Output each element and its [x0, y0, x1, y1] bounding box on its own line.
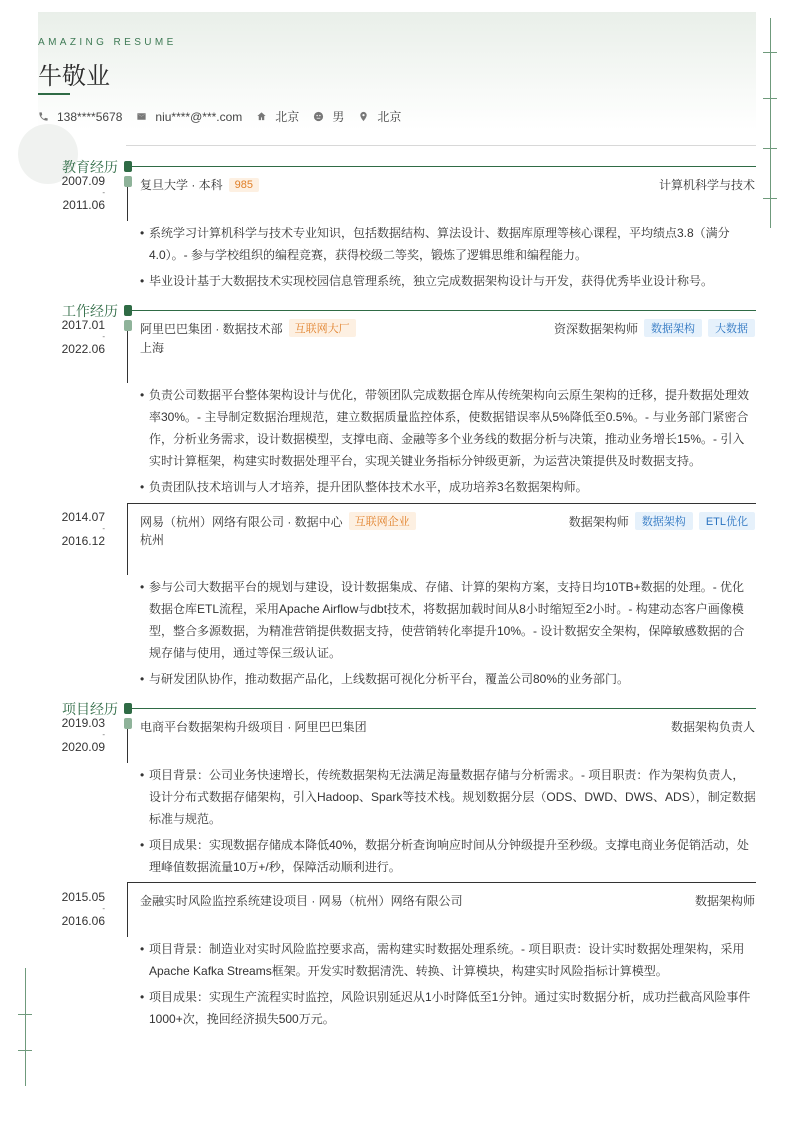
decorative-line: [763, 148, 777, 149]
entry-marker: [124, 718, 132, 729]
decorative-line: [770, 18, 771, 228]
contact-text: 北京: [275, 110, 300, 124]
skill-tag: ETL优化: [699, 512, 755, 530]
contact-home: [256, 108, 299, 125]
project-name: 金融实时风险监控系统建设项目 · 网易（杭州）网络有限公司: [140, 894, 463, 908]
job-role: 数据架构师: [568, 514, 629, 529]
company-name: 网易（杭州）网络有限公司 · 数据中心: [140, 514, 343, 529]
work-entry-header: [140, 319, 755, 337]
resume-tagline: AMAZING RESUME: [38, 37, 177, 48]
bullet-item: • 与研发团队协作，推动数据产品化，上线数据可视化分析平台，覆盖公司80%的业务部门。: [140, 668, 756, 690]
start-date: 2014.07: [61, 510, 105, 524]
job-role: 资深数据架构师: [553, 321, 638, 336]
end-date: 2011.06: [62, 198, 105, 212]
contact-phone: [38, 110, 122, 124]
decorative-line: [18, 1050, 32, 1051]
entry-dates: [38, 891, 105, 927]
contact-text: niu****@***.com: [155, 109, 243, 124]
section-marker: [124, 305, 132, 316]
timeline-line: [127, 187, 128, 221]
project-role: 数据架构负责人: [670, 720, 755, 734]
section-title-work: 工作经历: [62, 304, 118, 320]
education-entry-header: [140, 176, 755, 193]
end-date: 2022.06: [61, 342, 105, 356]
company-tag: 互联网大厂: [289, 319, 356, 337]
decorative-line: [18, 1014, 32, 1015]
bullet-item: • 项目背景：制造业对实时风险监控要求高，需构建实时数据处理系统。- 项目职责：设计实时数据处理架构，采用Apache Kafka Streams框架。开发实时数据清洗、转换、计算模块，构建实时风险指标计算模型。: [140, 938, 756, 982]
work-bullets: [140, 576, 756, 694]
work-entry-header: [140, 512, 755, 530]
entry-top-line: [127, 882, 756, 883]
job-location: 杭州: [140, 533, 165, 547]
bullet-item: • 项目成果：实现生产流程实时监控，风险识别延迟从1小时降低至1分钟。通过实时数据分析，成功拦截高风险事件1000+次，挽回经济损失500万元。: [140, 986, 756, 1030]
company-name: 阿里巴巴集团 · 数据技术部: [140, 321, 283, 336]
entry-dates: [38, 319, 105, 355]
contact-text: 北京: [377, 110, 402, 124]
contact-bar: [38, 108, 415, 125]
bullet-item: • 负责团队技术培训与人才培养，提升团队整体技术水平，成功培养3名数据架构师。: [140, 476, 756, 498]
project-entry-header: [140, 718, 755, 735]
school-name: 复旦大学 · 本科: [140, 178, 223, 192]
job-location: 上海: [140, 341, 165, 355]
entry-marker: [124, 320, 132, 331]
project-role: 数据架构师: [694, 894, 755, 908]
home-icon: [256, 111, 267, 122]
start-date: 2017.01: [61, 318, 105, 332]
bullet-item: • 参与公司大数据平台的规划与建设，设计数据集成、存储、计算的架构方案，支持日均10TB+数据的处理。- 优化数据仓库ETL流程，采用Apache Airflow与dbt技术，将数据加载时间从8小时缩短至2小时。- 构建动态客户画像模型，整合多源数据，为精准营销提供数据支持，使营销转化率提升10%。- 设计数据安全架构，保障敏感数据的合规存储与使用，通过等保三级认证。: [140, 576, 756, 664]
skill-tag: 数据架构: [644, 319, 702, 337]
start-date: 2007.09: [61, 174, 105, 188]
contact-gender: [313, 108, 344, 125]
start-date: 2015.05: [61, 890, 105, 904]
candidate-name: 牛敬业: [38, 62, 110, 90]
timeline-line: [127, 882, 128, 937]
bullet-item: • 系统学习计算机科学与技术专业知识，包括数据结构、算法设计、数据库原理等核心课程，平均绩点3.8（满分4.0）。- 参与学校组织的编程竞赛，获得校级二等奖，锻炼了逻辑思维和编程能力。: [140, 222, 756, 266]
bullet-item: • 项目成果：实现数据存储成本降低40%，数据分析查询响应时间从分钟级提升至秒级。支撑电商业务促销活动，处理峰值数据流量10万+/秒，保障活动顺利进行。: [140, 834, 756, 878]
work-bullets: [140, 384, 756, 502]
company-tag: 互联网企业: [349, 512, 416, 530]
person-icon: [313, 111, 324, 122]
date-separator: -: [102, 904, 105, 913]
project-entry-header: [140, 892, 755, 909]
entry-top-line: [127, 503, 756, 504]
bullet-item: • 项目背景：公司业务快速增长，传统数据架构无法满足海量数据存储与分析需求。- 项目职责：作为架构负责人，设计分布式数据存储架构，引入Hadoop、Spark等技术栈。规划数据分层（ODS、DWD、DWS、ADS），制定数据标准与规范。: [140, 764, 756, 830]
timeline-line: [127, 729, 128, 763]
project-bullets: [140, 938, 756, 1034]
timeline-line: [127, 331, 128, 383]
contact-location: [358, 108, 401, 125]
date-separator: -: [102, 524, 105, 533]
header-divider: [126, 145, 756, 146]
mail-icon: [136, 111, 147, 122]
project-bullets: [140, 764, 756, 882]
section-marker: [124, 703, 132, 714]
end-date: 2016.06: [61, 914, 105, 928]
contact-text: 138****5678: [57, 109, 123, 124]
section-title-projects: 项目经历: [62, 702, 118, 718]
decorative-line: [763, 198, 777, 199]
location-pin-icon: [358, 111, 369, 122]
contact-text: 男: [332, 110, 345, 124]
decorative-line: [763, 52, 777, 53]
contact-email: [136, 110, 242, 124]
education-bullets: [140, 222, 756, 296]
entry-marker: [124, 176, 132, 187]
entry-dates: [38, 511, 105, 547]
school-badge: 985: [229, 178, 259, 192]
end-date: 2016.12: [61, 534, 105, 548]
decorative-line: [763, 98, 777, 99]
section-marker: [124, 161, 132, 172]
date-separator: -: [102, 730, 105, 739]
bullet-item: • 毕业设计基于大数据技术实现校园信息管理系统，独立完成数据架构设计与开发，获得优秀毕业设计称号。: [140, 270, 756, 292]
decorative-line: [25, 968, 26, 1086]
bullet-item: • 负责公司数据平台整体架构设计与优化，带领团队完成数据仓库从传统架构向云原生架构的迁移，提升数据处理效率30%。- 主导制定数据治理规范，建立数据质量监控体系，使数据错误率从5%降低至0.5%。- 与业务部门紧密合作，分析业务需求，设计数据模型，支撑电商、金融等多个业务线的数据分析与决策，推动业务增长15%。- 引入实时计算框架，构建实时数据处理平台，实现关键业务指标分钟级更新，为运营决策提供及时数据支持。: [140, 384, 756, 472]
section-rule: [132, 310, 756, 311]
skill-tag: 大数据: [708, 319, 755, 337]
entry-dates: [38, 717, 105, 753]
end-date: 2020.09: [61, 740, 105, 754]
start-date: 2019.03: [61, 716, 105, 730]
project-name: 电商平台数据架构升级项目 · 阿里巴巴集团: [140, 720, 367, 734]
timeline-line: [127, 503, 128, 575]
skill-tag: 数据架构: [635, 512, 693, 530]
major: 计算机科学与技术: [658, 178, 755, 192]
section-rule: [132, 708, 756, 709]
phone-icon: [38, 111, 49, 122]
name-underline: [38, 93, 70, 95]
entry-dates: [38, 175, 105, 211]
date-separator: -: [102, 188, 105, 197]
section-rule: [132, 166, 756, 167]
section-title-education: 教育经历: [62, 160, 118, 176]
date-separator: -: [102, 332, 105, 341]
